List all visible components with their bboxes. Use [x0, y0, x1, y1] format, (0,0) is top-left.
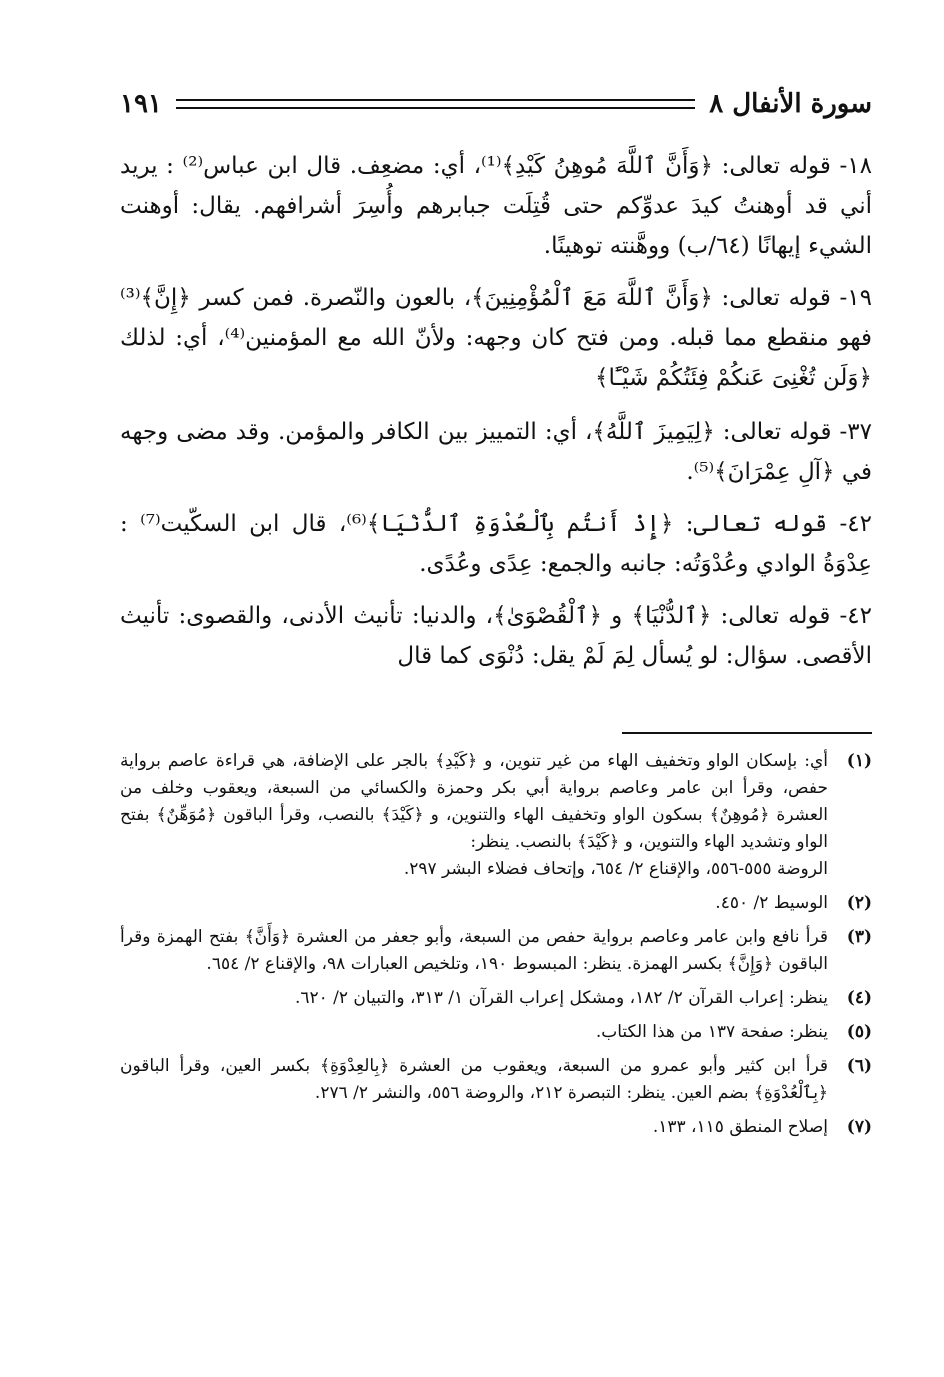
footnote-text: ينظر: إعراب القرآن ٢/ ١٨٢، ومشكل إعراب القرآن ١/ ٣١٣، والتبيان ٢/ ٦٢٠.: [294, 988, 828, 1008]
footnote-1: [120, 748, 872, 883]
page-number: ١٩١: [120, 89, 162, 119]
footnotes: [120, 748, 872, 1148]
footnote-number: (٤): [846, 988, 872, 1008]
footnote-7: [120, 1114, 872, 1141]
footnote-separator: [622, 732, 872, 734]
paragraph-verse-37: ٣٧- قوله تعالى: ﴿لِيَمِيزَ ٱللَّهُ﴾، أي: التمييز بين الكافر والمؤمن. وقد مضى وجهه في ﴿آلِ عِمْرَانَ﴾⁽⁵⁾.: [120, 419, 872, 485]
footnote-2: [120, 890, 872, 917]
footnote-5: [120, 1019, 872, 1046]
footnote-text-ref: الروضة ٥٥٥-٥٥٦، والإقناع ٢/ ٦٥٤، وإتحاف فضلاء البشر ٢٩٧.: [403, 859, 828, 879]
footnote-number: (٣): [846, 927, 872, 947]
footnote-number: (١): [846, 751, 872, 771]
footnote-6: [120, 1053, 872, 1107]
footnote-number: (٥): [846, 1022, 872, 1042]
footnote-text: قرأ نافع وابن عامر وعاصم برواية حفص من السبعة، وأبو جعفر من العشرة ﴿وَأَنَّ﴾ بفتح الهمزة وقرأ الباقون ﴿وَإِنَّ﴾ بكسر الهمزة. ينظر: المبسوط ١٩٠، وتلخيص العبارات ٩٨، والإقناع ٢/ ٦٥٤.: [120, 927, 828, 974]
footnote-text: الوسيط ٢/ ٤٥٠.: [715, 893, 828, 913]
footnote-text: ينظر: صفحة ١٣٧ من هذا الكتاب.: [595, 1022, 828, 1042]
page-header: [120, 84, 872, 124]
footnote-4: [120, 985, 872, 1012]
footnote-number: (٢): [846, 893, 872, 913]
footnote-number: (٦): [846, 1056, 872, 1076]
footnote-text: قرأ ابن كثير وأبو عمرو من السبعة، ويعقوب من العشرة ﴿بِالعِدْوَةِ﴾ بكسر العين، وقرأ الباقون ﴿بِٱلْعُدْوَةِ﴾ بضم العين. ينظر: التبصرة ٢١٢، والروضة ٥٥٦، والنشر ٢/ ٢٧٦.: [120, 1056, 828, 1103]
paragraph-verse-19: ١٩- قوله تعالى: ﴿وَأَنَّ ٱللَّهَ مَعَ ٱلْمُؤْمِنِينَ﴾، بالعون والنّصرة. فمن كسر ﴿إِنَّ﴾⁽³⁾ فهو منقطع مما قبله. ومن فتح كان وجهه: ولأنّ الله مع المؤمنين⁽⁴⁾، أي: لذلك ﴿وَلَن تُغْنِىَ عَنكُمْ فِئَتُكُمْ شَيْـًٔا﴾: [120, 285, 872, 391]
main-text: [120, 146, 872, 688]
footnote-number: (٧): [846, 1117, 872, 1137]
footnote-3: [120, 924, 872, 978]
paragraph-verse-42b: ٤٢- قوله تعالى: ﴿ٱلدُّنْيَا﴾ و ﴿ٱلْقُصْوَىٰ﴾، والدنيا: تأنيث الأدنى، والقصوى: تأنيث الأقصى. سؤال: لو يُسأل لِمَ لَمْ يقل: دُنْوَى كما قال: [120, 603, 872, 669]
footnote-text: إصلاح المنطق ١١٥، ١٣٣.: [652, 1117, 828, 1137]
paragraph-verse-18: ١٨- قوله تعالى: ﴿وَأَنَّ ٱللَّهَ مُوهِنُ كَيْدِ﴾⁽¹⁾، أي: مضعِف. قال ابن عباس⁽²⁾ : يريد أني قد أوهنتُ كيدَ عدوِّكم حتى قُتِلَت جبابرهم وأُسِرَ أشرافهم. يقال: أوهنت الشيء إيهانًا (٦٤/ب) ووهَّنته توهينًا.: [120, 153, 872, 259]
header-rule: [176, 99, 695, 109]
paragraph-verse-42a: ٤٢- قوله تعالى: ﴿إِذْ أَنتُم بِٱلْعُدْوَةِ ٱلدُّنْيَا﴾⁽⁶⁾، قال ابن السكّيت⁽⁷⁾ : عِدْوَةُ الوادي وعُدْوَتُه: جانبه والجمع: عِدًى وعُدًى.: [120, 511, 872, 577]
surah-title: سورة الأنفال ٨: [709, 89, 872, 119]
footnote-text: أي: بإسكان الواو وتخفيف الهاء من غير تنوين، و ﴿كَيْدِ﴾ بالجر على الإضافة، هي قراءة عاصم برواية حفص، وقرأ ابن عامر وعاصم برواية أبي بكر وحمزة والكسائي من السبعة، ويعقوب وخلف من العشرة ﴿مُوهِنٌ﴾ بسكون الواو وتخفيف الهاء والتنوين، و ﴿كَيْدَ﴾ بالنصب، وقرأ الباقون ﴿مُوَهِّنٌ﴾ بفتح الواو وتشديد الهاء والتنوين، و ﴿كَيْدَ﴾ بالنصب. ينظر:: [120, 751, 828, 852]
